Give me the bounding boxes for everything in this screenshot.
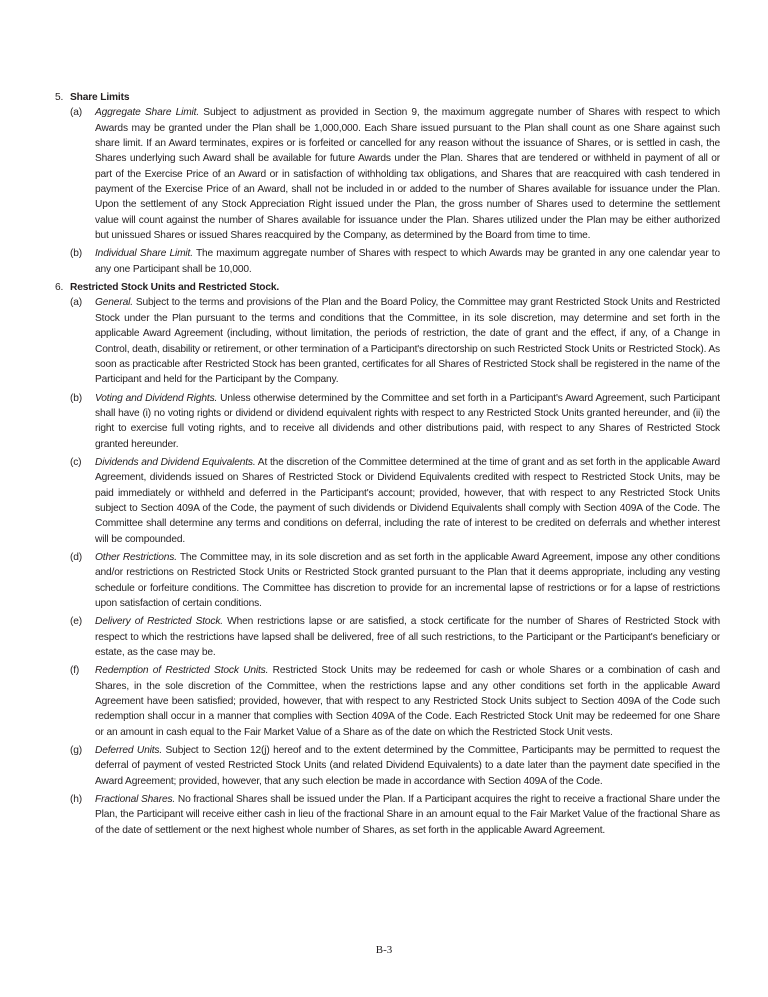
clause-text: At the discretion of the Committee determined at the time of grant and as set forth in the applicable Award Agreement, dividends issued on Shares of Restricted Stock or Dividend Equivalents credited with respect to Restricted Stock Units, may be paid immediately or withheld and deferred in the Participant's account; provided, however, that with respect to any Restricted Stock Units subject to Section 409A of the Code, the payment of such dividends or Dividend Equivalents shall comply with Section 409A of the Code. The Committee shall determine any terms and conditions on deferral, including the rate of interest to be credited on deferrals and whether interest will be compounded. bbox=[95, 456, 720, 545]
clause bbox=[70, 105, 720, 243]
clause-label: (h) bbox=[70, 794, 83, 806]
clause-label: (b) bbox=[70, 392, 83, 404]
clause-label: (c) bbox=[70, 456, 82, 468]
clause-title: Voting and Dividend Rights. bbox=[95, 392, 218, 404]
clause-title: Fractional Shares. bbox=[95, 794, 176, 806]
clause-label: (a) bbox=[70, 107, 83, 119]
clause-body bbox=[95, 550, 720, 611]
clause-body bbox=[95, 246, 720, 277]
clause-body bbox=[95, 614, 720, 660]
clause-label: (f) bbox=[70, 665, 80, 677]
clause-text: Subject to adjustment as provided in Section 9, the maximum aggregate number of Shares with respect to which Awards may be granted under the Plan shall be 1,000,000. Each Share issued pursuant to the Plan shall count as one Share against such share limit. If an Award terminates, expires or is forfeited or cancelled for any reason without the issuance of Shares, or is settled in cash, the Shares underlying such Award shall be available for future Awards under the Plan. Shares that are tendered or withheld in payment of all or part of the Exercise Price of an Award or in satisfaction of withholding tax obligations, and Shares that are reacquired with cash tendered in payment of the Exercise Price of an Award, shall not be included in or added to the number of Shares available for issuance under the Plan. Upon the settlement of any Stock Appreciation Right issued under the Plan, the gross number of Shares used to determine the settlement value will count against the number of Shares available for issuance under the Plan. Shares utilized under the Plan may be either authorized but unissued Shares or issued Shares reacquired by the Company, as determined by the Board from time to time. bbox=[95, 107, 720, 242]
clause-label: (a) bbox=[70, 297, 83, 309]
clause-body bbox=[95, 391, 720, 452]
clause bbox=[70, 295, 720, 387]
clause bbox=[70, 455, 720, 547]
clause-label: (g) bbox=[70, 745, 83, 757]
clause-body bbox=[95, 792, 720, 838]
clause bbox=[70, 550, 720, 611]
clause-text: Unless otherwise determined by the Committee and set forth in a Participant's Award Agreement, such Participant shall have (i) no voting rights or dividend or dividend equivalent rights with respect to any Restricted Stock Units granted hereunder, and (ii) the right to exercise full voting rights, and to receive all dividends and other distributions paid, with respect to any Shares of Restricted Stock granted hereunder. bbox=[95, 392, 720, 450]
clause-body bbox=[95, 455, 720, 547]
clause-title: Redemption of Restricted Stock Units. bbox=[95, 665, 269, 677]
document-page bbox=[55, 90, 720, 841]
clause-body bbox=[95, 663, 720, 740]
clause bbox=[70, 792, 720, 838]
clause bbox=[70, 663, 720, 740]
clause-text: When restrictions lapse or are satisfied, a stock certificate for the number of Shares of Restricted Stock with respect to which the restrictions have lapsed shall be delivered, free of all such restrictions, to the Participant or the Participant's beneficiary or estate, as the case may be. bbox=[95, 616, 720, 659]
clause-text: Restricted Stock Units may be redeemed for cash or whole Shares or a combination of cash and Shares, in the sole discretion of the Committee, when the restrictions lapse and any other conditions set forth in the applicable Award Agreement have been satisfied; provided, however, that with respect to any Restricted Stock Units subject to Section 409A of the Code such redemption shall occur in a manner that complies with Section 409A of the Code. Each Restricted Stock Unit may be redeemed for one Share or an amount in cash equal to the Fair Market Value of a Share as of the date on which the Restricted Stock Unit vests. bbox=[95, 665, 720, 738]
clause bbox=[70, 743, 720, 789]
clause-text: Subject to the terms and provisions of the Plan and the Board Policy, the Committee may grant Restricted Stock Units and Restricted Stock under the Plan pursuant to the terms and conditions that the Committee, in its sole discretion, may determine and set forth in the applicable Award Agreement (including, without limitation, the periods of restriction, the date of grant and the effect, if any, of a Change in Control, death, disability or retirement, or other termination of a Participant's directorship on such Restricted Stock Units or Restricted Stock). As soon as practicable after Restricted Stock has been granted, certificates for all Shares of Restricted Stock shall be registered in the name of the Participant and held for the Participant by the Company. bbox=[95, 297, 720, 386]
clause-title: Dividends and Dividend Equivalents. bbox=[95, 456, 256, 468]
clause bbox=[70, 391, 720, 452]
clause-body bbox=[95, 743, 720, 789]
clause-text: The maximum aggregate number of Shares with respect to which Awards may be granted in any one calendar year to any one Participant shall be 10,000. bbox=[95, 248, 720, 275]
section-title: Restricted Stock Units and Restricted Stock. bbox=[70, 282, 280, 294]
page-number: B-3 bbox=[375, 944, 393, 956]
clause bbox=[70, 246, 720, 277]
clause-body bbox=[95, 105, 720, 243]
clause-title: General. bbox=[95, 297, 133, 309]
section-title: Share Limits bbox=[70, 92, 130, 103]
clause-title: Delivery of Restricted Stock. bbox=[95, 616, 223, 628]
clause-text: No fractional Shares shall be issued under the Plan. If a Participant acquires the right to receive a fractional Share under the Plan, the Participant will receive either cash in lieu of the fractional Share in an amount equal to the Fair Market Value of the fractional Share as of the date of settlement or the next highest whole number of Shares, as set forth in the applicable Award Agreement. bbox=[95, 794, 720, 836]
clause-title: Aggregate Share Limit. bbox=[95, 107, 200, 119]
clause-body bbox=[95, 295, 720, 387]
section-heading bbox=[55, 90, 720, 105]
clause-text: Subject to Section 12(j) hereof and to the extent determined by the Committee, Participants may be permitted to request the deferral of payment of vested Restricted Stock Units (and related Dividend Equivalents) to a date later than the payment date specified in the Award Agreement; provided, however, that any such election be made in accordance with Section 409A of the Code. bbox=[95, 745, 720, 787]
clause-label: (e) bbox=[70, 616, 83, 628]
section-number: 6. bbox=[55, 282, 64, 294]
clause-text: The Committee may, in its sole discretion and as set forth in the applicable Award Agreement, impose any other conditions and/or restrictions on Restricted Stock Units or Restricted Stock granted pursuant to the Plan that it deems appropriate, including any vesting schedule or forfeiture conditions. The Committee has discretion to provide for an incremental lapse of restrictions or for a lapse of restrictions upon satisfaction of certain conditions. bbox=[95, 551, 720, 609]
clause-title: Deferred Units. bbox=[95, 745, 163, 757]
clause bbox=[70, 614, 720, 660]
section-heading bbox=[55, 280, 720, 295]
section-number: 5. bbox=[55, 92, 64, 103]
clause-label: (d) bbox=[70, 551, 83, 563]
clause-label: (b) bbox=[70, 248, 83, 260]
clause-title: Individual Share Limit. bbox=[95, 248, 193, 260]
clause-title: Other Restrictions. bbox=[95, 551, 177, 563]
